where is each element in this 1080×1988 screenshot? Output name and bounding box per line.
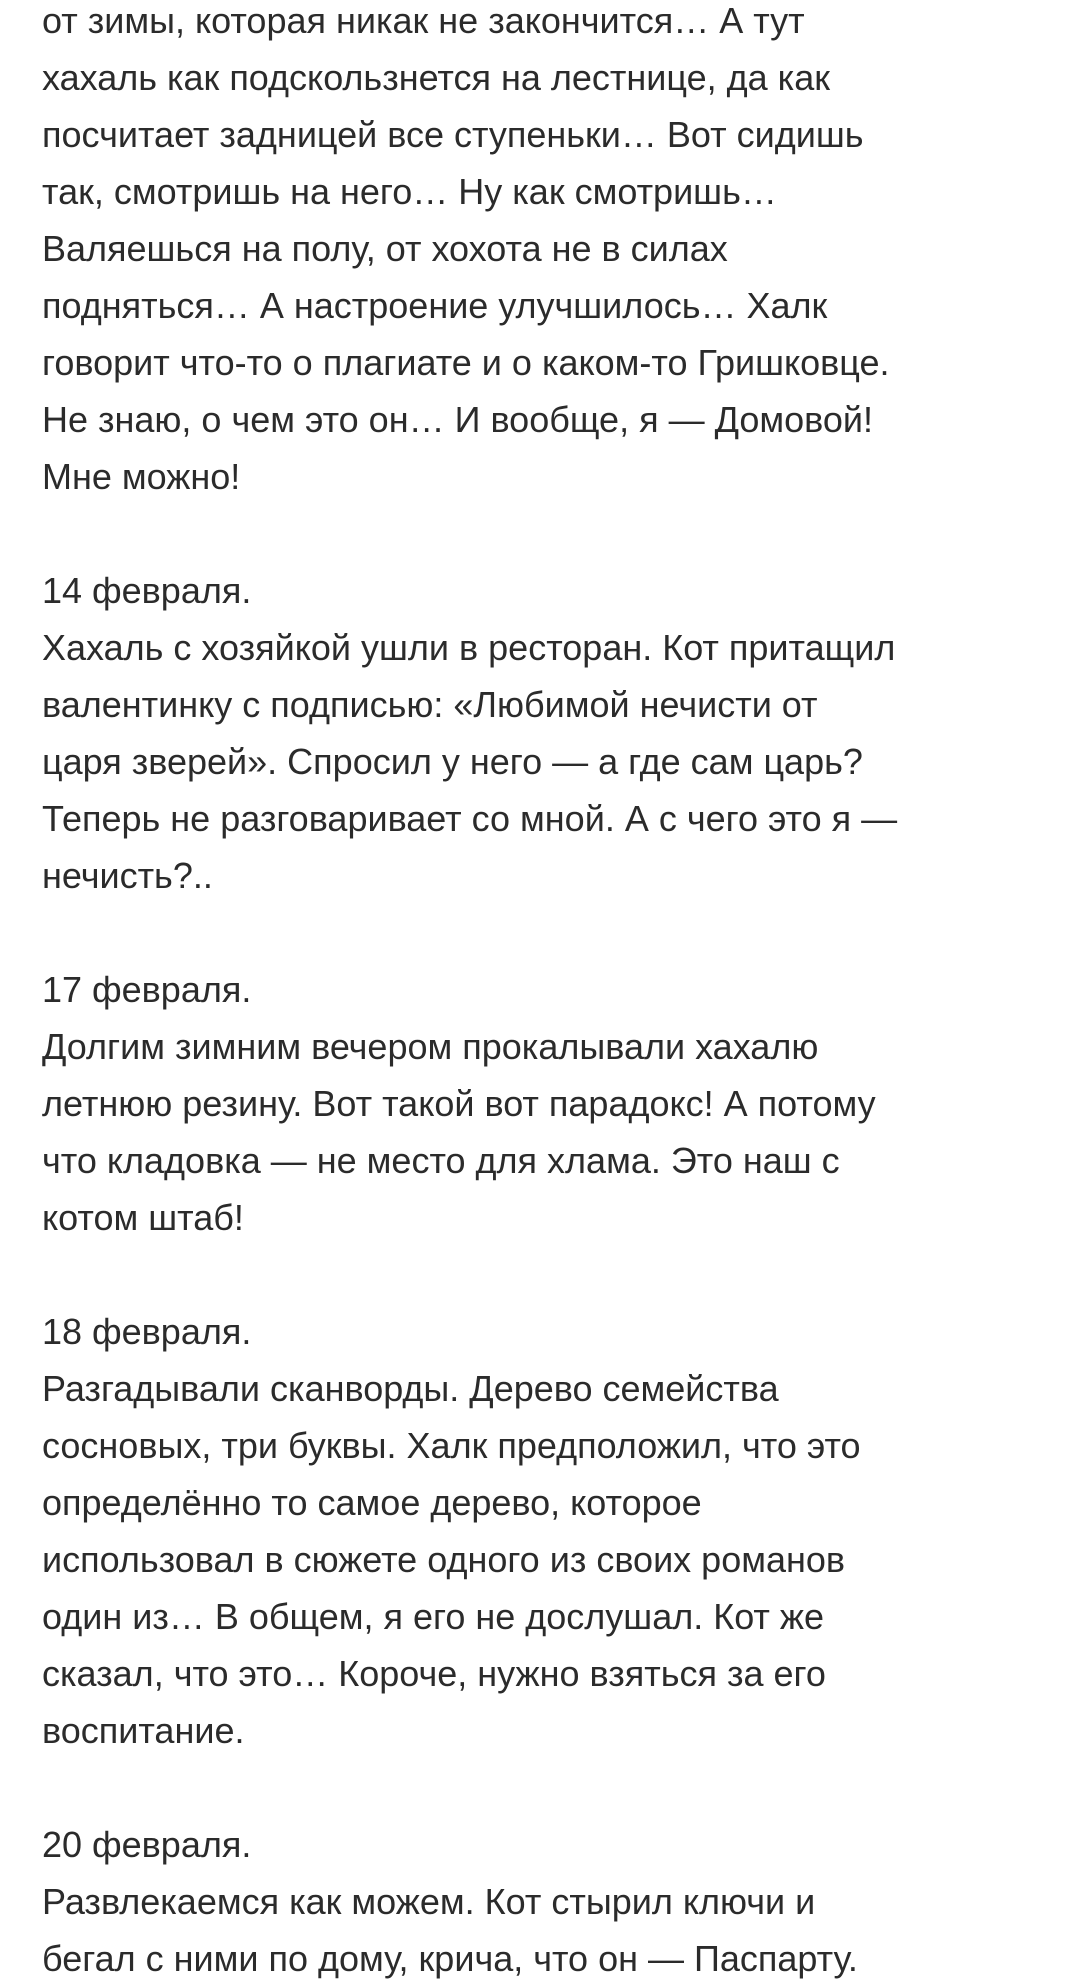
paragraph-gap — [42, 904, 1052, 961]
text-line: Теперь не разговаривает со мной. А с чего это я — — [42, 798, 898, 839]
text-line: хахаль как подскользнется на лестнице, да как — [42, 57, 830, 98]
text-line: Мне можно! — [42, 456, 241, 497]
diary-entry — [42, 961, 1052, 1246]
text-line: Долгим зимним вечером прокалывали хахалю — [42, 1026, 819, 1067]
text-line: валентинку с подписью: «Любимой нечисти от — [42, 684, 818, 725]
text-line: говорит что-то о плагиате и о каком-то Гришковце. — [42, 342, 890, 383]
text-line: подняться… А настроение улучшилось… Халк — [42, 285, 828, 326]
text-line: летнюю резину. Вот такой вот парадокс! А потому — [42, 1083, 876, 1124]
paragraph-gap — [42, 505, 1052, 562]
text-line: что кладовка — не место для хлама. Это наш с — [42, 1140, 840, 1181]
text-line: котом штаб! — [42, 1197, 244, 1238]
diary-entry — [42, 1816, 1052, 1987]
text-line: сосновых, три буквы. Халк предположил, что это — [42, 1425, 861, 1466]
entry-date: 18 февраля. — [42, 1311, 252, 1352]
text-line: так, смотришь на него… Ну как смотришь… — [42, 171, 777, 212]
text-line: бегал с ними по дому, крича, что он — Паспарту. — [42, 1938, 858, 1979]
text-line: от зимы, которая никак не закончится… А тут — [42, 0, 805, 41]
text-line: Валяешься на полу, от хохота не в силах — [42, 228, 728, 269]
text-line: Развлекаемся как можем. Кот стырил ключи и — [42, 1881, 816, 1922]
text-line: воспитание. — [42, 1710, 245, 1751]
diary-entry — [42, 1303, 1052, 1759]
text-line: использовал в сюжете одного из своих романов — [42, 1539, 846, 1580]
article-body — [42, 0, 1052, 1987]
text-line: посчитает задницей все ступеньки… Вот сидишь — [42, 114, 864, 155]
entry-date: 20 февраля. — [42, 1824, 252, 1865]
text-line: сказал, что это… Короче, нужно взяться за его — [42, 1653, 826, 1694]
entry-date: 17 февраля. — [42, 969, 252, 1010]
intro-paragraph — [42, 0, 1052, 505]
text-line: нечисть?.. — [42, 855, 213, 896]
text-line: Разгадывали сканворды. Дерево семейства — [42, 1368, 779, 1409]
text-line: царя зверей». Спросил у него — а где сам царь? — [42, 741, 863, 782]
text-line: один из… В общем, я его не дослушал. Кот же — [42, 1596, 825, 1637]
paragraph-gap — [42, 1246, 1052, 1303]
diary-entry — [42, 562, 1052, 904]
text-line: Хахаль с хозяйкой ушли в ресторан. Кот притащил — [42, 627, 896, 668]
text-line: Не знаю, о чем это он… И вообще, я — Домовой! — [42, 399, 874, 440]
text-line: определённо то самое дерево, которое — [42, 1482, 702, 1523]
entry-date: 14 февраля. — [42, 570, 252, 611]
paragraph-gap — [42, 1759, 1052, 1816]
